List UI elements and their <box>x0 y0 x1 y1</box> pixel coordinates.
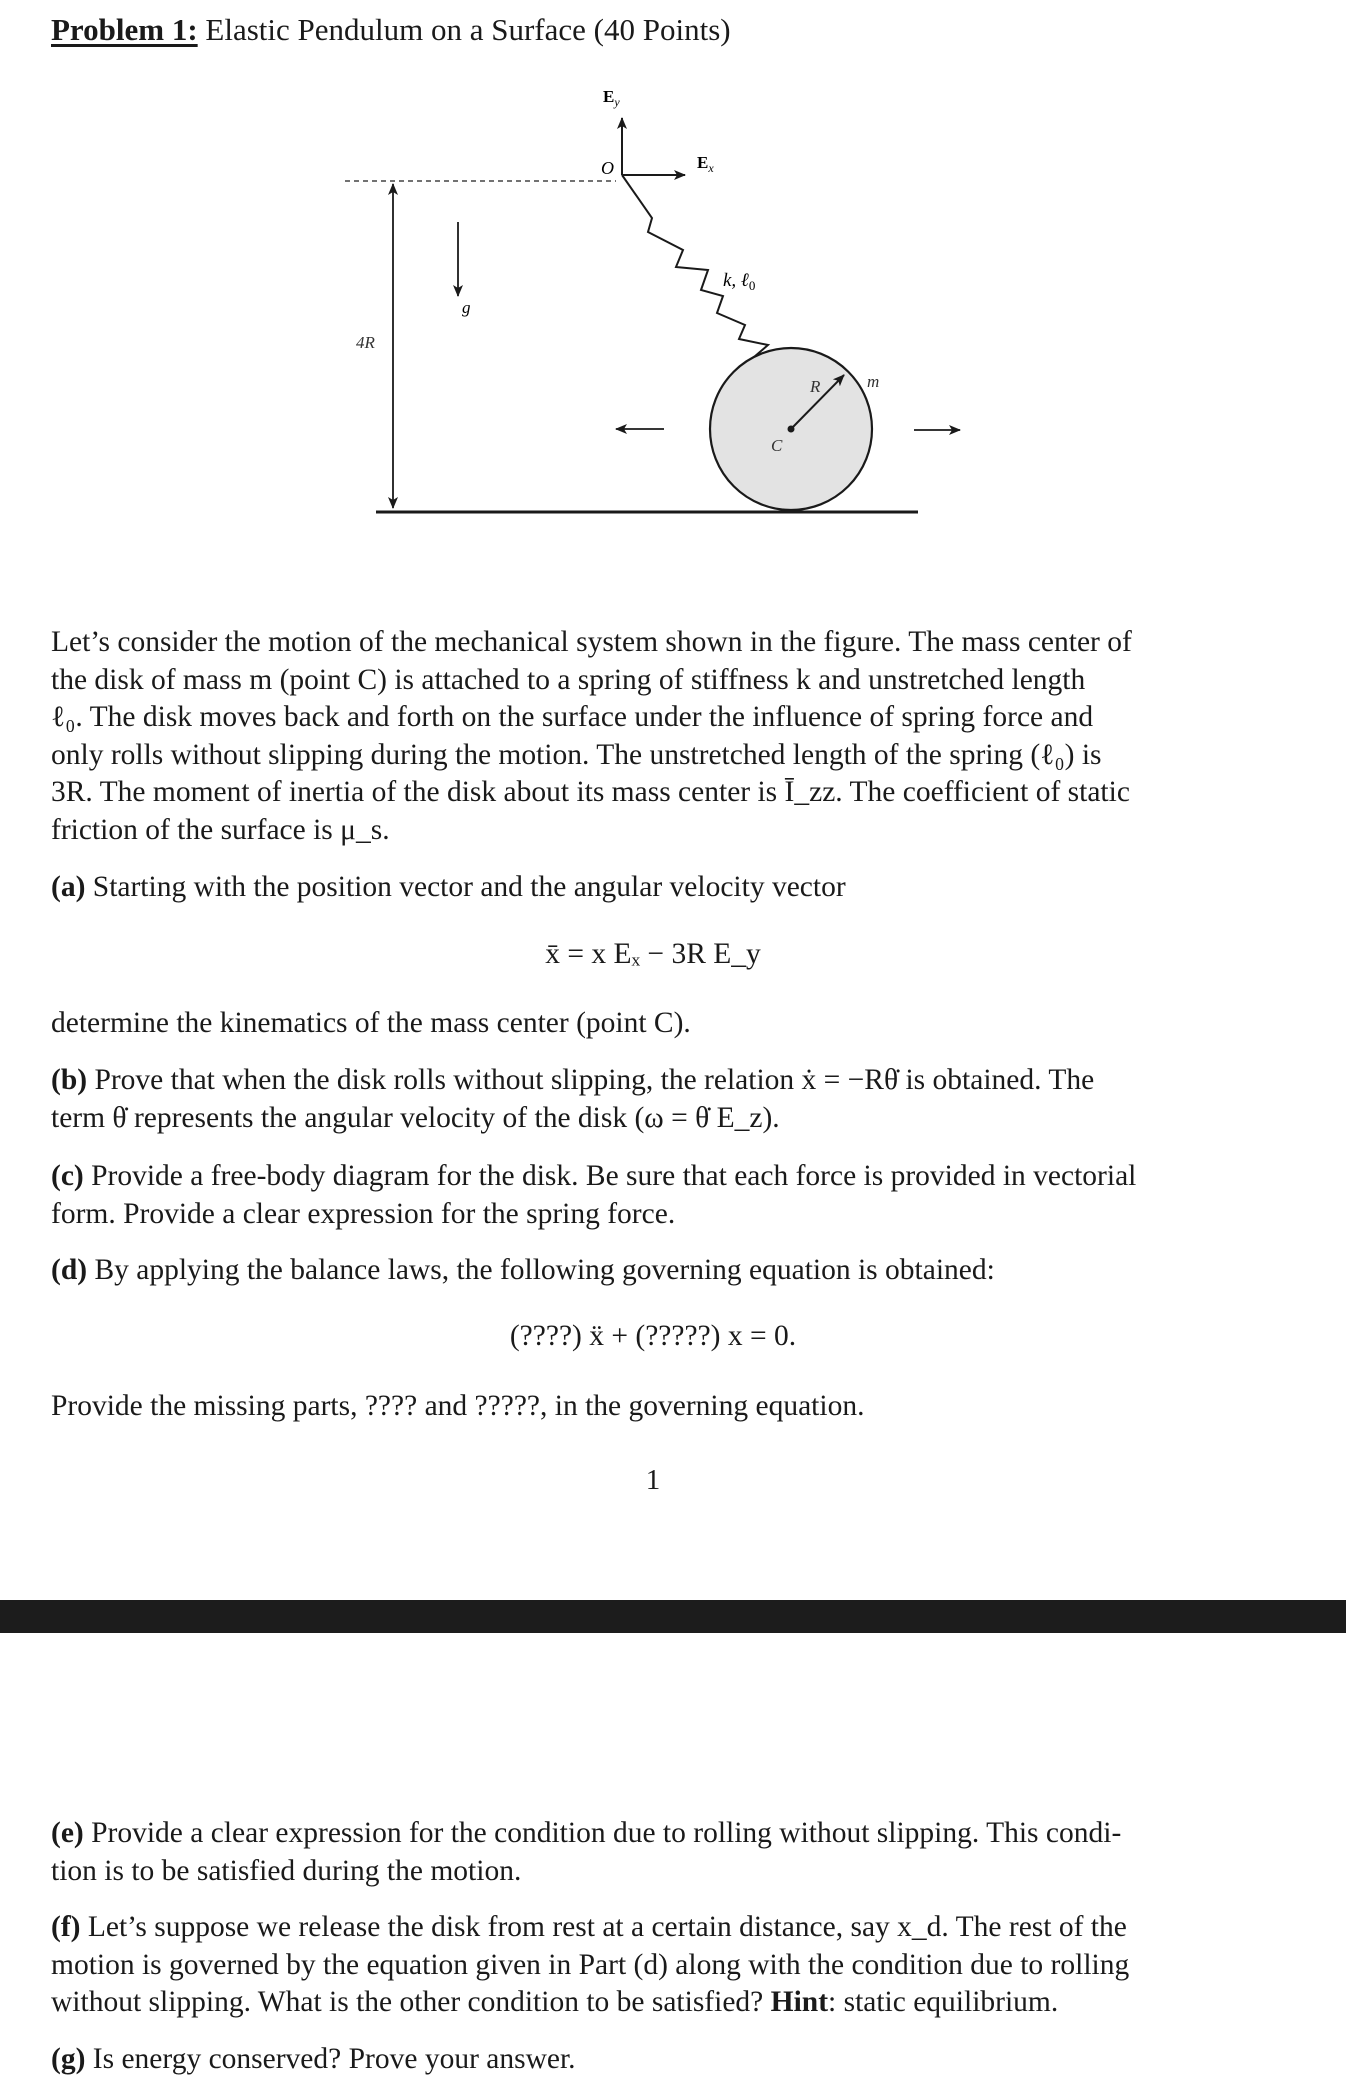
part-b-line: Prove that when the disk rolls without slipping, the relation ẋ = −Rθ̇ is obtained. The <box>87 1064 1095 1096</box>
part-f-line: motion is governed by the equation given in Part (d) along with the condition due to rolling <box>51 1948 1130 1981</box>
problem-label: Problem 1: <box>51 12 198 47</box>
part-d-label: (d) <box>51 1254 88 1286</box>
center-label: C <box>771 436 783 455</box>
part-c-line: form. Provide a clear expression for the spring force. <box>51 1197 676 1230</box>
position-vector-equation: x̄ = x Eₓ − 3R E_y <box>545 938 761 970</box>
height-label: 4R <box>356 333 375 352</box>
intro-line: the disk of mass m (point C) is attached to a spring of stiffness k and unstretched length <box>51 663 1086 696</box>
part-f-line: without slipping. What is the other condition to be satisfied? <box>51 1986 771 2018</box>
part-d <box>51 1252 1257 1290</box>
intro-paragraph <box>51 624 1257 849</box>
part-e-line: tion is to be satisfied during the motion. <box>51 1854 522 1887</box>
part-e-line: Provide a clear expression for the condition due to rolling without slipping. This condi- <box>83 1817 1122 1849</box>
intro-line: 3R. The moment of inertia of the disk about its mass center is Ī_zz. The coefficient of static <box>51 776 1130 808</box>
part-g-label: (g) <box>51 2043 86 2075</box>
ey-label: $E_y$ <box>603 87 620 109</box>
part-f-line: Let’s suppose we release the disk from rest at a certain distance, say x_d. The rest of the <box>80 1911 1127 1943</box>
part-e-label: (e) <box>51 1817 84 1849</box>
part-d-followup: Provide the missing parts, ???? and ?????, in the governing equation. <box>51 1390 865 1422</box>
origin-label: O <box>601 158 614 178</box>
page-separator <box>0 1600 1346 1633</box>
governing-equation: (????) ẍ + (?????) x = 0. <box>509 1320 797 1352</box>
part-a-text: Starting with the position vector and the angular velocity vector <box>85 871 846 903</box>
part-c-line: Provide a free-body diagram for the disk. Be sure that each force is provided in vectorial <box>83 1160 1137 1192</box>
elastic-pendulum-figure <box>0 0 1346 560</box>
part-b <box>51 1062 1257 1137</box>
part-b-label: (b) <box>51 1064 88 1096</box>
part-f <box>51 1909 1257 2022</box>
part-a <box>51 869 1257 907</box>
intro-line: friction of the surface is μ_s. <box>51 813 390 846</box>
spring-label: k, ℓ$_0$ <box>723 270 756 293</box>
part-g <box>51 2041 1257 2079</box>
page-2 <box>0 1633 1346 2090</box>
part-e <box>51 1815 1257 1890</box>
part-b-line: term θ̇ represents the angular velocity of the disk (ω = θ̇ E_z). <box>51 1101 780 1134</box>
intro-line: Let’s consider the motion of the mechanical system shown in the figure. The mass center of <box>51 626 1132 658</box>
part-f-label: (f) <box>51 1911 81 1943</box>
gravity-label: g <box>462 298 471 317</box>
problem-heading: Elastic Pendulum on a Surface (40 Points) <box>197 12 731 47</box>
part-a-followup: determine the kinematics of the mass center (point C). <box>51 1007 691 1039</box>
intro-line: ℓ₀. The disk moves back and forth on the surface under the influence of spring force and <box>51 701 1094 733</box>
part-c-label: (c) <box>51 1160 84 1192</box>
page-number: 1 <box>645 1464 661 1496</box>
intro-line: only rolls without slipping during the motion. The unstretched length of the spring (ℓ₀) is <box>51 738 1102 771</box>
part-g-text: Is energy conserved? Prove your answer. <box>85 2043 576 2075</box>
hint-label: Hint <box>770 1986 829 2018</box>
mass-label: m <box>867 372 880 391</box>
part-a-label: (a) <box>51 871 86 903</box>
part-f-line: : static equilibrium. <box>828 1986 1059 2018</box>
radius-label: R <box>810 377 821 396</box>
ex-label: $E_x$ <box>697 153 714 175</box>
part-d-text: By applying the balance laws, the following governing equation is obtained: <box>87 1254 995 1286</box>
part-c <box>51 1158 1257 1233</box>
